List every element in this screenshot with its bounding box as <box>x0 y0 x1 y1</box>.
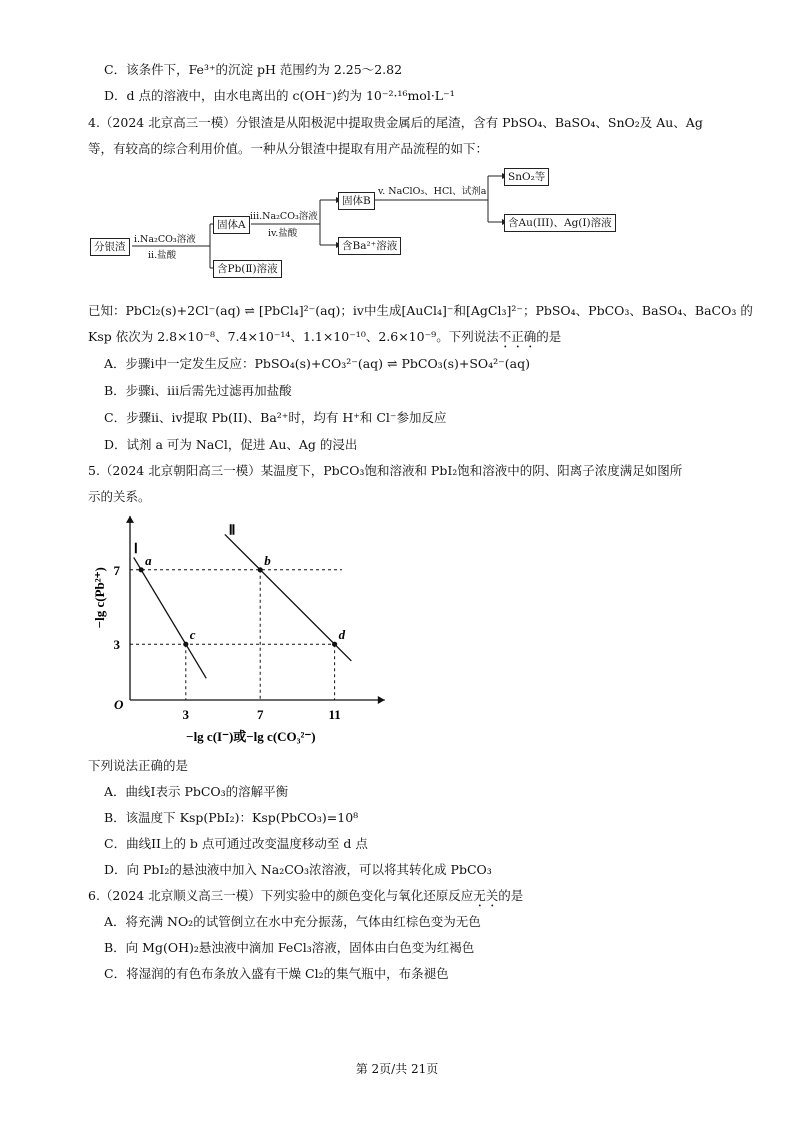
point-d <box>332 642 337 647</box>
flow-au-ag-box: 含Au(III)、Ag(I)溶液 <box>504 214 616 232</box>
x-tick-label-3: 3 <box>182 707 190 722</box>
series-label-1: Ⅰ <box>133 542 138 558</box>
q4-known-line1: 已知：PbCl₂(s)+2Cl⁻(aq) ⇌ [PbCl₄]²⁻(aq)；iv中生成[AuCl₄]⁻和[AgCl₃]²⁻；PbSO₄、PbCO₃、BaSO₄、BaCO₃ 的 <box>88 303 753 318</box>
y-tick-label-3: 3 <box>113 637 120 653</box>
flow-step2-bottom-label: iv.盐酸 <box>268 228 298 239</box>
point-c <box>183 642 188 647</box>
x-tick-label-11: 11 <box>328 707 341 722</box>
q6-option-b: B．向 Mg(OH)₂悬浊液中滴加 FeCl₃溶液，固体由白色变为红褐色 <box>104 940 475 955</box>
x-tick-label-7: 7 <box>256 707 264 722</box>
flow-step1-top-label: i.Na₂CO₃溶液 <box>134 234 196 245</box>
point-label-d: d <box>338 627 346 643</box>
flow-pb-solution-box: 含Pb(Ⅱ)溶液 <box>213 260 282 278</box>
point-a <box>139 567 144 572</box>
flow-step3-label: v. NaClO₃、HCl、试剂a <box>378 186 487 197</box>
q5-option-d: D．向 PbI₂的悬浊液中加入 Na₂CO₃浓溶液，可以将其转化成 PbCO₃ <box>104 862 492 877</box>
q4-option-a: A．步骤i中一定发生反应：PbSO₄(s)+CO₃²⁻(aq) ⇌ PbCO₃(s)+SO₄²⁻(aq) <box>104 356 530 371</box>
q4-option-c: C．步骤ii、iv提取 Pb(II)、Ba²⁺时，均有 H⁺和 Cl⁻参加反应 <box>104 410 447 425</box>
q6-emphasis-text: 无关 <box>473 888 499 903</box>
point-label-c: c <box>189 627 196 643</box>
q4-known-line2: Ksp 依次为 2.8×10⁻⁸、7.4×10⁻¹⁴、1.1×10⁻¹⁰、2.6×10⁻⁹。下列说法不正确的是 <box>88 329 562 344</box>
point-label-a: a <box>145 552 152 568</box>
q3-option-d: D．d 点的溶液中，由水电离出的 c(OH⁻)约为 10⁻²·¹⁶mol·L⁻¹ <box>104 88 455 103</box>
q4-option-b: B．步骤i、iii后需先过滤再加盐酸 <box>104 383 292 398</box>
q3-option-c: C．该条件下，Fe³⁺的沉淀 pH 范围约为 2.25～2.82 <box>104 62 403 77</box>
origin-label: O <box>114 697 124 712</box>
q5-option-b: B．该温度下 Ksp(PbI₂)：Ksp(PbCO₃)=10⁸ <box>104 810 359 825</box>
point-b <box>258 567 263 572</box>
flow-step2-top-label: iii.Na₂CO₃溶液 <box>250 211 318 222</box>
q6-stem: 6.（2024 北京顺义高三一模）下列实验中的颜色变化与氧化还原反应无关的是 <box>88 888 524 903</box>
q5-option-c: C．曲线II上的 b 点可通过改变温度移动至 d 点 <box>104 836 368 851</box>
flow-step1-bottom-label: ii.盐酸 <box>148 250 177 261</box>
series-line-2 <box>225 534 351 660</box>
q4-emphasis-text: 不正确 <box>498 329 537 344</box>
y-axis-arrow <box>126 516 134 523</box>
page-footer: 第 2页/共 21页 <box>355 1062 439 1076</box>
q5-option-a: A．曲线I表示 PbCO₃的溶解平衡 <box>104 784 289 799</box>
flow-sno2-box: SnO₂等 <box>504 168 549 186</box>
q6-option-c: C．将湿润的有色布条放入盛有干燥 Cl₂的集气瓶中，布条褪色 <box>104 966 449 981</box>
series-line-1 <box>134 557 207 678</box>
x-axis-label: −lg c(I⁻)或−lg c(CO₃²⁻) <box>186 729 316 744</box>
y-tick-label-7: 7 <box>113 562 120 578</box>
point-label-b: b <box>264 552 271 568</box>
q4-stem-line1: 4.（2024 北京高三一模）分银渣是从阳极泥中提取贵金属后的尾渣，含有 PbSO₄、BaSO₄、SnO₂及 Au、Ag <box>88 115 703 130</box>
series-label-2: Ⅱ <box>228 523 236 539</box>
q5-stem-line1: 5.（2024 北京朝阳高三一模）某温度下，PbCO₃饱和溶液和 PbI₂饱和溶液中的阴、阳离子浓度满足如图所 <box>88 463 683 478</box>
flow-start-box: 分银渣 <box>90 238 130 256</box>
y-axis-label: −lg c(Pb²⁺) <box>92 567 107 629</box>
flow-solid-a-box: 固体A <box>213 216 250 234</box>
q5-prompt: 下列说法正确的是 <box>88 758 189 773</box>
q6-option-a: A．将充满 NO₂的试管倒立在水中充分振荡，气体由红棕色变为无色 <box>104 914 481 929</box>
q4-option-d: D．试剂 a 可为 NaCl，促进 Au、Ag 的浸出 <box>104 437 358 452</box>
q4-stem-line2: 等，有较高的综合利用价值。一种从分银渣中提取有用产品流程的如下： <box>88 141 489 156</box>
x-axis-arrow <box>378 696 385 704</box>
q5-stem-line2: 示的关系。 <box>88 489 151 504</box>
flow-solid-b-box: 固体B <box>338 192 375 210</box>
flow-ba-solution-box: 含Ba²⁺溶液 <box>338 237 401 255</box>
